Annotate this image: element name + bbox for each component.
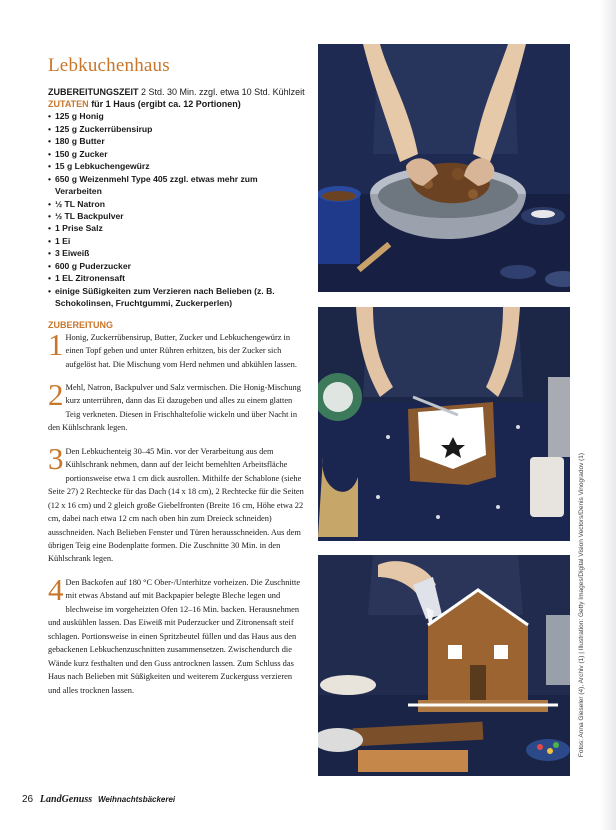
prep-time bbox=[48, 86, 306, 98]
ingredient-item: • ½ TL Backpulver bbox=[48, 210, 306, 222]
ingredients-header bbox=[48, 98, 306, 110]
page-footer bbox=[22, 794, 175, 805]
recipe-left-column bbox=[48, 86, 306, 697]
prep-time-value: 2 Std. 30 Min. zzgl. etwa 10 Std. Kühlzeit bbox=[141, 87, 305, 97]
method-step bbox=[48, 377, 306, 435]
step-text: Mehl, Natron, Backpulver und Salz vermischen. Die Honig-Mischung kurz unterrühren, dann das Ei dazugeben und alles zu einem glatten Teig verkneten. Diesen in Frischhaltefolie wickeln und über Nacht in den Kühlschrank legen. bbox=[48, 383, 301, 433]
prep-time-label: ZUBEREITUNGSZEIT bbox=[48, 87, 139, 97]
method-step bbox=[48, 326, 306, 371]
page-edge-shadow bbox=[600, 0, 616, 830]
step-text: Den Lebkuchenteig 30–45 Min. vor der Verarbeitung aus dem Kühlschrank nehmen, dann auf der leicht bemehlten Arbeitsfläche portionsweise etwa 1 cm dick ausrollen. Mithilfe der Schablone (siehe Seite 27) 2 Rechtecke für das Dach (14 x 18 cm), 2 Rechtecke für die Seiten (12 x 16 cm) und 2 gleich große Giebelfronten (Breite 16 cm, Höhe etwa 22 cm, dabei nach etwa 12 cm nach oben hin zum Dreieck schneiden) ausschneiden. Nach Belieben Fenster und Türen herausschneiden. Aus dem übrigen Teig eine Bodenplatte formen. Die Zuschnitte 30 Min. in den Kühlschrank legen. bbox=[48, 446, 304, 564]
photo-cutting-dough bbox=[318, 307, 570, 541]
ingredient-item: • 600 g Puderzucker bbox=[48, 260, 306, 272]
ingredient-item: • 1 Prise Salz bbox=[48, 222, 306, 234]
ingredients-label: ZUTATEN bbox=[48, 99, 89, 110]
ingredient-item: • 1 Ei bbox=[48, 235, 306, 247]
photo-credit: Fotos: Anna Gieseler (4), Archiv (1) | Illustration: Getty Images/Digital Vision Vectors/Denis Vinogradov (1) bbox=[578, 452, 585, 758]
method-step bbox=[48, 571, 306, 697]
step-number: 2 bbox=[48, 377, 64, 413]
photo-kneading-dough bbox=[318, 44, 570, 292]
photo-assembling-house bbox=[318, 555, 570, 776]
brand-part-a: Land bbox=[39, 794, 62, 805]
method-heading: ZUBEREITUNG bbox=[48, 319, 113, 330]
recipe-title: Lebkuchenhaus bbox=[48, 55, 170, 76]
ingredient-list bbox=[48, 110, 306, 309]
step-text: Den Backofen auf 180 °C Ober-/Unterhitze vorheizen. Die Zuschnitte mit etwas Abstand auf mit Backpapier belegte Bleche legen und blechweise im vorgeheizten Ofen 12–16 Min. backen. Herausnehmen und auskühlen lassen. Das Eiweiß mit Puderzucker und Zitronensaft steif schlagen. Portionsweise in einen Spritzbeutel füllen und das Haus aus den gebackenen Lebkuchenzuschnitten zusammensetzen. Zwischendurch die Wände kurz festhalten und den Guss antrocknen lassen. Zum Schluss das Haus nach Belieben mit Süßigkeiten und weiterem Zuckerguss verzieren und alles trocknen lassen. bbox=[48, 577, 301, 695]
ingredient-item: • 1 EL Zitronensaft bbox=[48, 272, 306, 284]
section-name: Weihnachtsbäckerei bbox=[97, 795, 176, 804]
step-number: 3 bbox=[48, 440, 64, 476]
ingredient-item: • 3 Eiweiß bbox=[48, 247, 306, 259]
step-number: 1 bbox=[48, 326, 64, 362]
method-step bbox=[48, 440, 306, 566]
ingredient-item: • 125 g Honig bbox=[48, 110, 306, 122]
page-number: 26 bbox=[22, 794, 34, 805]
ingredient-item: • 125 g Zuckerrübensirup bbox=[48, 123, 306, 135]
ingredient-item: • 180 g Butter bbox=[48, 135, 306, 147]
ingredient-item: • 150 g Zucker bbox=[48, 148, 306, 160]
step-number: 4 bbox=[48, 571, 64, 607]
ingredient-item: • ½ TL Natron bbox=[48, 198, 306, 210]
magazine-brand bbox=[40, 794, 92, 805]
ingredients-yield: für 1 Haus (ergibt ca. 12 Portionen) bbox=[91, 99, 241, 110]
ingredient-item: • einige Süßigkeiten zum Verzieren nach Belieben (z. B. Schokolinsen, Fruchtgummi, Zuckerperlen) bbox=[48, 285, 306, 310]
step-text: Honig, Zuckerrübensirup, Butter, Zucker und Lebkuchengewürz in einen Topf geben und unter Rühren erhitzen, bis der Zucker sich aufgelöst hat. Die Mischung vom Herd nehmen und abkühlen lassen. bbox=[65, 332, 297, 369]
brand-part-b: Genuss bbox=[61, 794, 93, 805]
ingredient-item: • 15 g Lebkuchengewürz bbox=[48, 160, 306, 172]
ingredient-item: • 650 g Weizenmehl Type 405 zzgl. etwas mehr zum Verarbeiten bbox=[48, 173, 306, 198]
